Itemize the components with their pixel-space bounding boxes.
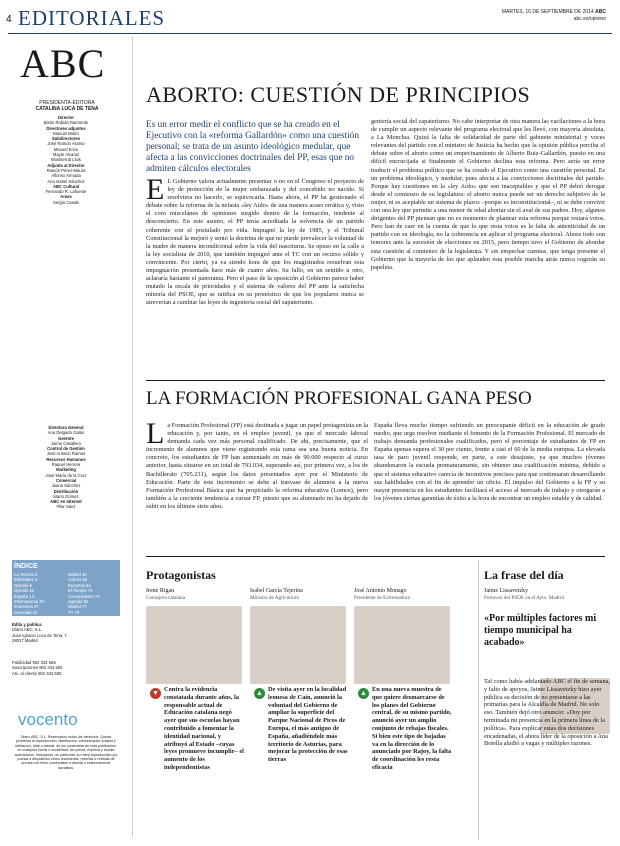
frase-quote: «Por múltiples factores mi tiempo municipal ha acabado»	[484, 613, 597, 648]
contact-line: Publicidad 902 334 556	[12, 660, 56, 665]
article-separator	[146, 380, 605, 381]
vocento-logo: vocento	[18, 710, 78, 729]
page-number: 4	[6, 14, 12, 25]
site-link[interactable]: abc.es/opinion	[573, 16, 606, 22]
staff-name: Manuel Marín	[53, 130, 79, 136]
index-item: Madrid 77	[68, 604, 87, 610]
index-item: España 14	[14, 593, 35, 599]
staff-role: Recursos Humanos	[46, 456, 86, 462]
staff-name: Fernando R. Lafuente	[45, 189, 87, 195]
header-rule	[8, 33, 612, 34]
staff-name: Alfonso Armada	[51, 173, 81, 179]
staff-role: Adjunta al Director	[47, 162, 85, 168]
index-item: Madrid 46	[68, 572, 87, 577]
index-item: Editoriales 4	[14, 577, 38, 583]
protagonist-photo	[146, 606, 242, 684]
protagonist-header	[354, 588, 452, 602]
staff-name: Bieito Rubido Ramonde	[43, 120, 89, 126]
paper-name: ABC	[595, 9, 606, 15]
index-title: ÍNDICE	[14, 563, 38, 570]
protagonist-text: En una nueva muestra de que quiere desmarcarse de los planes del Gobierno central, de su mismo partido, anunció ayer un amplio conjunto de rebajas fiscales. Si bien este tipo de bajadas va en la dirección de lo anunciado por Rajoy, la falta de coordinación les resta eficacia	[372, 686, 452, 771]
protagonist-text: Contra la evidencia constatada durante años, la responsable actual de Educación catalana negó ayer que sus escuelas hayan contribuido a fomentar la identidad nacional, y atribuyó al Estado –cuyas leyes promueve incumplir– el aumento de los independentistas	[164, 686, 244, 771]
frase-name: Jaime Lissavetzky	[484, 588, 529, 594]
staff-name: José Antonio Ramos	[46, 451, 86, 457]
protagonist-text: De visita ayer en la localidad leonesa de Caín, anunció la voluntad del Gobierno de ampliar la superficie del Parque Nacional de Picos de Europa, el más antiguo de España, añadiéndole más territorio de Asturias, para mejorar la protección de esas tierras	[268, 686, 348, 764]
protagonist-header	[250, 588, 348, 602]
staff-role: Subdirectores	[51, 136, 81, 142]
index-item: Deportes 64	[68, 582, 91, 588]
staff-role: Directores adjuntos	[46, 125, 86, 131]
frase-divider	[478, 560, 479, 840]
protagonist-role: Presidente de Extremadura	[354, 595, 410, 601]
index-item: Internacional 30	[14, 599, 44, 605]
protagonist-name: Irene Rigau	[146, 588, 175, 594]
article1-dropcap: E	[146, 173, 165, 206]
abc-logo: ABC	[20, 41, 106, 86]
staff-name: Mayte Alcaraz	[52, 152, 80, 158]
staff-role: Comercial	[55, 477, 77, 483]
index-item: Comunidades 74	[68, 593, 100, 599]
article2-dropcap: L	[146, 417, 165, 450]
article2-col1	[146, 417, 368, 511]
index-item: Opinión 6	[14, 582, 32, 588]
staff-name: Pilar Sáez	[56, 504, 76, 510]
staff-name: Sergio Casals	[52, 199, 80, 205]
staff-role: Gerente	[58, 435, 74, 441]
protagonist-photo	[250, 606, 346, 684]
article1-lead: Es un error medir el conflicto que se ha creado en el Ejecutivo con la «reforma Gallardón» como una cuestión personal; se trata de un asunto ideológico medular, que afecta a las convicciones doctrinales del PP, esas que no admiten cálculos electorales	[146, 120, 359, 174]
index-left	[14, 572, 64, 615]
protagonist-name: José Antonio Monago	[354, 588, 407, 594]
article1-col2: geniería social del zapaterismo. No cabe interpretar de otra manera las vacilaciones a la hora de cumplir un aspecto relevante del programa electoral que les llevó, con mayoría absoluta, a La Moncloa. Quizá la falta de solidaridad de parte del gabinete ministerial y voces relevantes del partido con el ministro de Justicia ha hecho que la opinión pública perciba el debate sobre el aborto como un empecinamiento de Alberto Ruiz-Gallardón, puesto en una difícil encrucijada si finalmente el Gobierno declina esta reforma. Pero sería un error traducir el problema político que se ha creado el Ejecutivo como una cuestión personal. Es un problema ideológico, y medular, pues afecta a las convicciones doctrinales del partido. Porque hay cuestiones en la «ley Aído» que son inaceptables y que el PP debió derogar desde el comienzo de su legislatura: el aborto nunca puede ser un derecho subjetivo de la mujer, ni es aceptable un sistema de plazos –porque es inconstitucional–, ni se debe convivir con una ley que permite a una menor de edad abortar sin el aval de sus padres. Hoy, algunos dirigentes del PP piensan que no es momento de plantear esta reforma porque restará votos. Pero han de caer en la cuenta de que lo que resta votos es la falta de autenticidad de un partido con su ideología, no la coherencia en aplicar el programa electoral. Ahora todo son temores ante la sucesión de elecciones en 2015, pero tiempo tuvo el Gobierno de abordar esta cuestión al comienzo de la legislatura. Y sin empechar cuentas, que tenga presente el Gobierno que la mayoría de los que aplauden esta posible marcha atrás nunca cogerán su papeleta.	[371, 118, 605, 271]
frase-text	[484, 678, 610, 748]
publisher-title: Edita y publica	[12, 622, 42, 627]
index-item: Agenda 82	[68, 599, 89, 605]
staff-role: Areas	[60, 194, 72, 200]
protagonist-photo	[354, 606, 450, 684]
staff-list-2	[12, 425, 120, 510]
frase-person	[484, 588, 610, 602]
protagonist-role: Consejera catalana	[146, 595, 186, 601]
publisher-line: Juan Ignacio Luca de Tena, 7	[12, 632, 67, 638]
index-item: El Tiempo 70	[68, 588, 93, 594]
article2-col2: España lleva mucho tiempo sufriendo un preocupante déficit en la educación de grado medio, que urge resolver mediante el fomento de la Formación Profesional. El mercado de trabajo demanda profesionales cualificados, pero el porcentaje de estudiantes de FP en España apenas supera el 30 por ciento, frente a casi el 60 de la media europea. La elevada tasa de paro juvenil responde, en parte, a este desajuste, ya que muchos jóvenes abandonaron la escuela prematuramente, sin obtener una cualificación mínima, debido a que el sistema educativo carecía de incentivos precisos para que continuaran desarrollando sus habilidades con el fin de aprender un oficio. El impulso del Gobierno a la FP y su mayor presencia en los estudiantes facilitará el acceso al mercado de trabajo y otorgarán a los jóvenes ciertas garantías de éxito a la hora de encontrar un empleo estable y de calidad.	[374, 422, 605, 502]
index-item: Sociedad 42	[14, 609, 38, 615]
article2-col1-text: a Formación Profesional (FP) está destinada a jugar un papel protagonista en la educación y, por tanto, en el empleo juvenil, ya que el mercado laboral demanda cada vez más personal cualificado. De ahí, precisamente, que el incremento de alumnos que viene registrando esta rama sea una buena noticia. En concreto, los estudiantes de FP han aumentado en más de 90.000 respecto al curso anterior, hasta situarse en un total de 793.034, superando así, por primera vez, a los de Bachillerato (705.231), según los datos presentados ayer por el Ministerio de Educación. Parte de este incremento se debe al trasvase de alumnos a la nueva Formación Profesional Básica que ha propiciado la reforma educativa (Lomce), pero también a la creciente tendencia a cursar FP, puesto que su alumnado no ha dejado de subir en los últimos siete años.	[146, 422, 368, 510]
thumb-down-icon: ▼	[150, 688, 161, 699]
section-title: EDITORIALES	[18, 6, 166, 30]
index-item: La Tercera 3	[14, 572, 38, 577]
index-item: Opinión 12	[14, 588, 35, 594]
protagonistas-title: Protagonistas	[146, 568, 216, 582]
contact-line: Atc. al cliente 902 334 555	[12, 670, 62, 676]
staff-name: José Ramón Alonso	[47, 141, 85, 147]
article1-col1	[146, 173, 364, 308]
article1-col1-text: L Gobierno valora actualmente presentar o no en el Congreso el proyecto de ley de protección de la mujer embarazada y del concebido no nacido. Si resolviera no hacerlo, se equivocaría. Hasta ahora, el PP ha gestionado el debate sobre la reforma de la nefasta «ley Aído» de una manera acaso errática y, visto el coro miscelánea de opiniones surgido dentro de la formación, tendente al desconcierto. En este asunto, el PP tenía acreditada la solvencia de un partido coherente con el postulado pro vida. Impugnó la ley de 1985, y el Tribunal Constitucional la mejoró y sentó la doctrina de que no puede prevalecer la voluntad de la madre de manera incondicional sobre la vida del nasciturus. Se opuso en la calle a la ley socialista de 2010, que también impugnó ante el TC con un recurso sólido y convincente. Por cierto, ya va siendo hora de que los magistrados resuelvan esta impugnación presentada hace más de cuatro años. Su fallo, en un sentido u otro, aclararía bastante el panorama. Pero el paso de la oposición al Gobierno parece haber mutado la escala de prioridades y el sistema de valores del PP ante la satisfecha minoría del PSOE, que se ratifica en su pronóstico de que los populares nunca se atreverían a cambiar las leyes de ingeniería social del zapaterismo.	[146, 178, 364, 307]
header-date	[502, 9, 606, 23]
publisher-line: Diario ABC, S.L.	[12, 627, 43, 633]
president-role: PRESIDENTA-EDITORA	[39, 100, 95, 106]
staff-name: Ramón Pérez-Maura	[46, 167, 86, 173]
contact-line: Suscripciones 902 334 555	[12, 665, 63, 671]
protagonist-role: Ministra de Agricultura	[250, 595, 299, 601]
staff-name: Raquel Herrera	[51, 462, 81, 468]
staff-name: Ana Delgado Galán	[47, 430, 85, 436]
staff-role: Directora General	[48, 425, 84, 430]
staff-role: Director	[57, 115, 75, 120]
staff-role: Control de Gestión	[47, 446, 85, 452]
index-item: Cultura 56	[68, 577, 88, 583]
date-text: MARTES, 16 DE SEPTIEMBRE DE 2014	[501, 9, 594, 15]
staff-list	[12, 115, 120, 205]
contact-block	[12, 660, 120, 676]
president-name: CATALINA LUCA DE TENA	[35, 106, 99, 112]
index-item: TV 79	[68, 609, 80, 615]
staff-name: Jaime Caballero	[50, 440, 82, 446]
staff-role: ABC Cultural	[52, 183, 80, 189]
article2-title: LA FORMACIÓN PROFESIONAL GANA PESO	[146, 388, 532, 409]
index-right	[68, 572, 118, 615]
staff-name: Montserrat Lluis	[51, 157, 81, 163]
staff-name: Mario Gómez	[53, 493, 79, 499]
protagonist-header	[146, 588, 244, 602]
publisher-line: 28027 Madrid	[12, 637, 38, 643]
president-block	[12, 100, 122, 112]
section-separator	[146, 556, 605, 557]
sidebar-divider	[132, 37, 133, 837]
thumb-up-icon: ▲	[254, 688, 265, 699]
staff-name: Ana Isabel Sánchez	[47, 178, 85, 184]
frase-text-body: Tal como había adelantado ABC el fin de semana, y falto de apoyos, Jaime Lissavetzky hizo ayer pública su decisión de no presentarse a las primarias para la Alcaldía de Madrid. No solo eso. También dejó otro anuncio: «Doy por terminada mi presencia en la primera línea de la política». Para explicar estas dos decisiones encadenadas, el ahora líder de la oposición a Ana Botella aludió a vagas y múltiples razones.	[484, 678, 610, 748]
staff-role: Distribución	[53, 488, 79, 494]
frase-title: La frase del día	[484, 568, 564, 582]
legal-notice: Diario ABC, S.L. Reservados todos los derechos. Queda prohibida la reproducción, distribución, comunicación pública y utilización, total o parcial, de los contenidos de esta publicación, en cualquier forma o modalidad, sin previa, expresa y escrita autorización, incluyendo, en particular, su mera reproducción y/o puesta a disposición como resúmenes, reseñas o revistas de prensa con fines comerciales o directa o indirectamente lucrativos.	[14, 735, 118, 770]
staff-role: ABC en Internet	[50, 499, 82, 505]
staff-name: Juana Sánchez	[51, 483, 81, 489]
article1-title: ABORTO: CUESTIÓN DE PRINCIPIOS	[146, 82, 531, 107]
index-item: Economía 37	[14, 604, 39, 610]
publisher-block	[12, 622, 120, 643]
staff-name: José María de la Cruz	[45, 472, 87, 478]
protagonist-name: Isabel García Tejerina	[250, 588, 303, 594]
staff-role: Marketing	[56, 467, 76, 473]
frase-role: Portavoz del PSOE en el Ayto. Madrid	[484, 595, 565, 601]
staff-name: Manuel Erice	[53, 146, 79, 152]
thumb-up-icon: ▲	[358, 688, 369, 699]
